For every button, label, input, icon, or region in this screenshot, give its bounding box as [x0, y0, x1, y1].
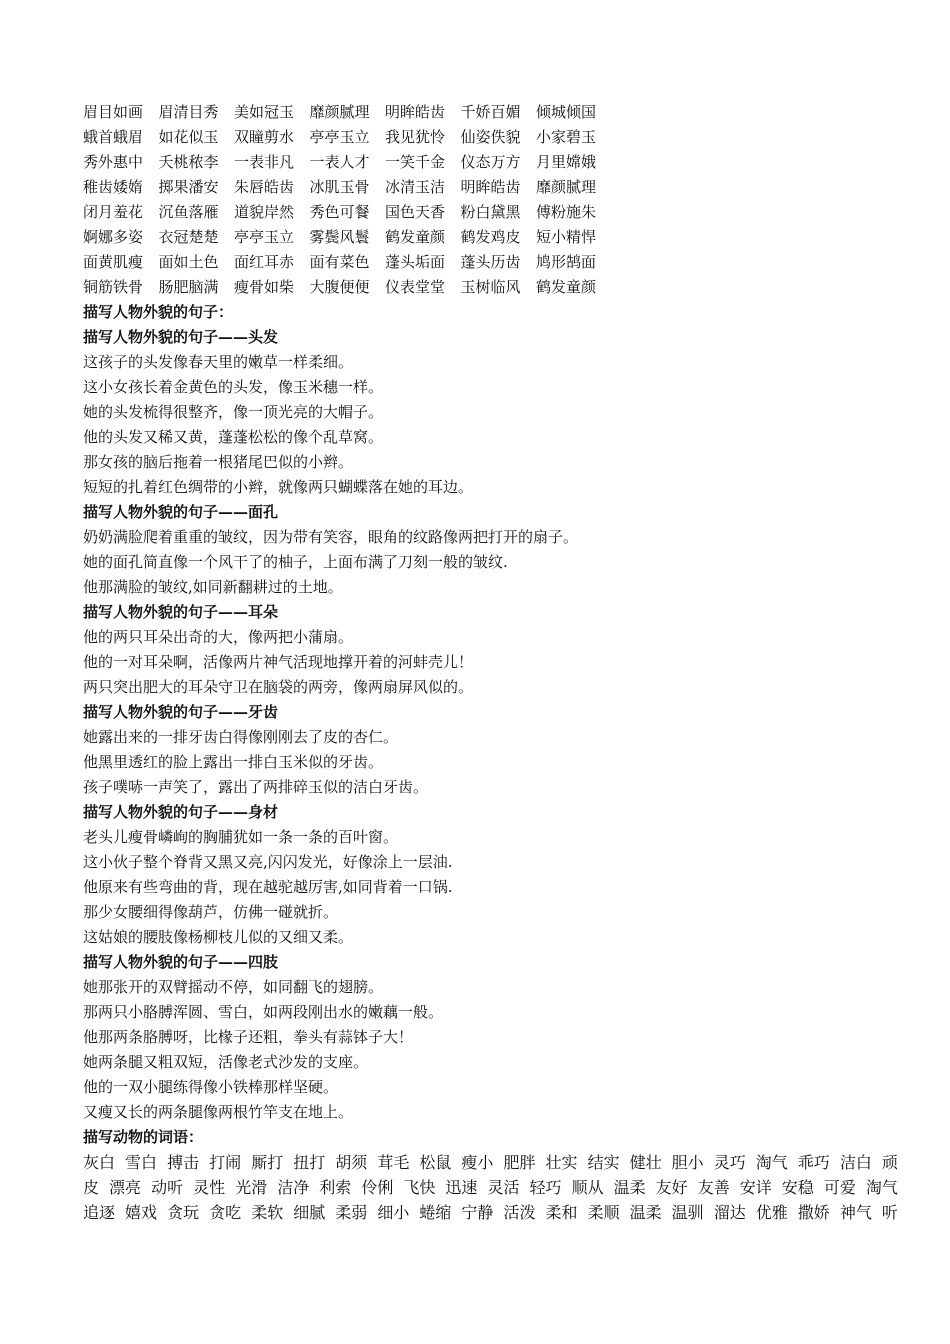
idiom: 鹤发童颜 [536, 278, 597, 296]
animal-word: 柔和 [545, 1203, 578, 1222]
idiom: 掷果潘安 [158, 178, 219, 196]
animal-word: 胡须 [335, 1153, 368, 1172]
animal-word: 听 [881, 1203, 898, 1222]
idiom: 面有菜色 [309, 253, 370, 271]
idiom: 衣冠楚楚 [158, 228, 219, 246]
idiom: 明眸皓齿 [460, 178, 521, 196]
animal-word: 友善 [697, 1178, 730, 1197]
idiom: 如花似玉 [158, 128, 219, 146]
idiom: 傅粉施朱 [536, 203, 597, 221]
idiom: 面黄肌瘦 [83, 253, 144, 271]
idiom: 雾鬓风鬟 [309, 228, 370, 246]
idiom: 仙姿佚貌 [460, 128, 521, 146]
idiom: 亭亭玉立 [309, 128, 370, 146]
animal-word: 蜷缩 [419, 1203, 452, 1222]
animal-word: 动听 [151, 1178, 184, 1197]
animal-word: 结实 [587, 1153, 620, 1172]
idiom: 一表人才 [309, 153, 370, 171]
animal-word: 松鼠 [419, 1153, 452, 1172]
word-line [83, 1200, 898, 1225]
idiom: 一表非凡 [234, 153, 295, 171]
animal-word: 追逐 [83, 1203, 116, 1222]
animal-word: 溜达 [713, 1203, 746, 1222]
idiom: 肠肥脑满 [158, 278, 219, 296]
idiom-list [83, 100, 898, 300]
idiom: 婀娜多姿 [83, 228, 144, 246]
sentence-line: 他那满脸的皱纹,如同新翻耕过的土地。 [83, 578, 343, 596]
idiom: 玉树临风 [460, 278, 521, 296]
animal-word: 皮 [83, 1178, 100, 1197]
section-heading: 描写人物外貌的句子——头发 [83, 328, 279, 346]
sentence-line: 这小女孩长着金黄色的头发，像玉米穗一样。 [83, 378, 384, 396]
animal-word: 淘气 [755, 1153, 788, 1172]
idiom: 靡颜腻理 [309, 103, 370, 121]
sentence-line: 这孩子的头发像春天里的嫩草一样柔细。 [83, 353, 354, 371]
sentence-line: 孩子噗哧一声笑了，露出了两排碎玉似的洁白牙齿。 [83, 778, 429, 796]
animal-word: 温柔 [613, 1178, 646, 1197]
idiom: 闭月羞花 [83, 203, 144, 221]
animal-word: 贪吃 [209, 1203, 242, 1222]
animal-word: 柔软 [251, 1203, 284, 1222]
animal-word: 洁白 [839, 1153, 872, 1172]
idiom-row [83, 250, 898, 275]
sentence-line: 又瘦又长的两条腿像两根竹竿支在地上。 [83, 1103, 354, 1121]
idiom-row [83, 125, 898, 150]
word-line [83, 1175, 898, 1200]
idiom: 冰肌玉骨 [309, 178, 370, 196]
sentence-line: 他的两只耳朵出奇的大，像两把小蒲扇。 [83, 628, 354, 646]
animal-word: 灵性 [193, 1178, 226, 1197]
idiom-row [83, 225, 898, 250]
word-line [83, 1150, 898, 1175]
animal-word: 打闹 [209, 1153, 242, 1172]
section-heading: 描写人物外貌的句子——身材 [83, 803, 279, 821]
idiom: 面红耳赤 [234, 253, 295, 271]
idiom: 夭桃秾李 [158, 153, 219, 171]
sentence-line: 她的面孔简直像一个风干了的柚子，上面布满了刀刻一般的皱纹. [83, 553, 508, 571]
animal-word: 壮实 [545, 1153, 578, 1172]
idiom: 稚齿婑媠 [83, 178, 144, 196]
idiom: 鹤发童颜 [385, 228, 446, 246]
sentence-line: 她两条腿又粗双短，活像老式沙发的支座。 [83, 1053, 369, 1071]
animal-word: 轻巧 [529, 1178, 562, 1197]
animal-word: 茸毛 [377, 1153, 410, 1172]
animal-word: 友好 [655, 1178, 688, 1197]
animal-word: 淘气 [865, 1178, 898, 1197]
sentence-line: 短短的扎着红色绸带的小辫，就像两只蝴蝶落在她的耳边。 [83, 478, 474, 496]
sentence-line: 这姑娘的腰肢像杨柳枝儿似的又细又柔。 [83, 928, 354, 946]
idiom: 眉清目秀 [158, 103, 219, 121]
animal-word: 肥胖 [503, 1153, 536, 1172]
animal-words-heading: 描写动物的词语： [83, 1128, 204, 1146]
sentence-line: 这小伙子整个脊背又黑又亮,闪闪发光，好像涂上一层油. [83, 853, 453, 871]
animal-word: 细小 [377, 1203, 410, 1222]
sentence-line: 他那两条胳膊呀，比椽子还粗，拳头有蒜钵子大！ [83, 1028, 414, 1046]
idiom: 鸠形鹄面 [536, 253, 597, 271]
idiom: 月里嫦娥 [536, 153, 597, 171]
section-heading: 描写人物外貌的句子——面孔 [83, 503, 279, 521]
animal-word: 胆小 [671, 1153, 704, 1172]
idiom: 大腹便便 [309, 278, 370, 296]
sentence-line: 他黑里透红的脸上露出一排白玉米似的牙齿。 [83, 753, 384, 771]
animal-word: 细腻 [293, 1203, 326, 1222]
idiom: 秀色可餐 [309, 203, 370, 221]
idiom-row [83, 175, 898, 200]
sentence-line: 那两只小胳膊浑圆、雪白，如两段刚出水的嫩藕一般。 [83, 1003, 444, 1021]
animal-word: 优雅 [755, 1203, 788, 1222]
section-heading: 描写人物外貌的句子——四肢 [83, 953, 279, 971]
idiom-row [83, 200, 898, 225]
sentence-line: 她的头发梳得很整齐，像一顶光亮的大帽子。 [83, 403, 384, 421]
animal-word: 光滑 [235, 1178, 268, 1197]
idiom: 小家碧玉 [536, 128, 597, 146]
idiom: 我见犹怜 [385, 128, 446, 146]
idiom: 眉目如画 [83, 103, 144, 121]
animal-word: 撒娇 [797, 1203, 830, 1222]
animal-word: 灵活 [487, 1178, 520, 1197]
animal-word: 安详 [739, 1178, 772, 1197]
idiom: 朱唇皓齿 [234, 178, 295, 196]
idiom: 仪表堂堂 [385, 278, 446, 296]
sentence-line: 他的头发又稀又黄，蓬蓬松松的像个乱草窝。 [83, 428, 384, 446]
idiom-row [83, 100, 898, 125]
idiom: 蓬头垢面 [385, 253, 446, 271]
animal-word: 柔弱 [335, 1203, 368, 1222]
idiom: 蓬头历齿 [460, 253, 521, 271]
animal-word: 健壮 [629, 1153, 662, 1172]
animal-word: 神气 [839, 1203, 872, 1222]
sentence-line: 两只突出肥大的耳朵守卫在脑袋的两旁，像两扇屏风似的。 [83, 678, 474, 696]
idiom: 明眸皓齿 [385, 103, 446, 121]
animal-word: 迅速 [445, 1178, 478, 1197]
idiom: 倾城倾国 [536, 103, 597, 121]
animal-word: 扭打 [293, 1153, 326, 1172]
idiom: 美如冠玉 [234, 103, 295, 121]
animal-word: 灵巧 [713, 1153, 746, 1172]
animal-word: 搏击 [167, 1153, 200, 1172]
idiom: 鹤发鸡皮 [460, 228, 521, 246]
animal-word: 可爱 [823, 1178, 856, 1197]
animal-word: 活泼 [503, 1203, 536, 1222]
animal-word: 安稳 [781, 1178, 814, 1197]
idiom: 双瞳剪水 [234, 128, 295, 146]
idiom: 道貌岸然 [234, 203, 295, 221]
animal-word: 宁静 [461, 1203, 494, 1222]
sentence-line: 他原来有些弯曲的背，现在越驼越厉害,如同背着一口锅. [83, 878, 453, 896]
sentences-heading: 描写人物外貌的句子： [83, 303, 234, 321]
idiom: 瘦骨如柴 [234, 278, 295, 296]
idiom: 冰清玉洁 [385, 178, 446, 196]
animal-word: 顽 [881, 1153, 898, 1172]
sentence-line: 那女孩的脑后拖着一根猪尾巴似的小辫。 [83, 453, 354, 471]
idiom: 短小精悍 [536, 228, 597, 246]
idiom: 铜筋铁骨 [83, 278, 144, 296]
sentence-line: 奶奶满脸爬着重重的皱纹，因为带有笑容，眼角的纹路像两把打开的扇子。 [83, 528, 579, 546]
sentence-line: 他的一对耳朵啊，活像两片神气活现地撑开着的河蚌壳儿！ [83, 653, 474, 671]
idiom: 千娇百媚 [460, 103, 521, 121]
sentence-line: 老头儿瘦骨嶙峋的胸脯犹如一条一条的百叶窗。 [83, 828, 399, 846]
idiom: 一笑千金 [385, 153, 446, 171]
sentence-line: 她那张开的双臂摇动不停，如同翻飞的翅膀。 [83, 978, 384, 996]
document-page [83, 100, 898, 1225]
idiom-row [83, 150, 898, 175]
sentence-line: 那少女腰细得像葫芦，仿佛一碰就折。 [83, 903, 339, 921]
idiom: 面如土色 [158, 253, 219, 271]
animal-word: 贪玩 [167, 1203, 200, 1222]
section-heading: 描写人物外貌的句子——耳朵 [83, 603, 279, 621]
idiom: 蛾首蛾眉 [83, 128, 144, 146]
animal-word: 温柔 [629, 1203, 662, 1222]
idiom: 靡颜腻理 [536, 178, 597, 196]
animal-word: 温驯 [671, 1203, 704, 1222]
animal-word: 嬉戏 [125, 1203, 158, 1222]
idiom-row [83, 275, 898, 300]
animal-word: 洁净 [277, 1178, 310, 1197]
animal-word: 柔顺 [587, 1203, 620, 1222]
idiom: 沉鱼落雁 [158, 203, 219, 221]
animal-word: 厮打 [251, 1153, 284, 1172]
animal-word-list [83, 1150, 898, 1225]
idiom: 国色天香 [385, 203, 446, 221]
animal-word: 顺从 [571, 1178, 604, 1197]
sentence-sections [83, 325, 898, 1125]
animal-word: 利索 [319, 1178, 352, 1197]
sentence-line: 他的一双小腿练得像小铁棒那样坚硬。 [83, 1078, 339, 1096]
animal-word: 瘦小 [461, 1153, 494, 1172]
idiom: 粉白黛黑 [460, 203, 521, 221]
idiom: 仪态万方 [460, 153, 521, 171]
animal-word: 漂亮 [109, 1178, 142, 1197]
section-heading: 描写人物外貌的句子——牙齿 [83, 703, 279, 721]
idiom: 亭亭玉立 [234, 228, 295, 246]
animal-word: 乖巧 [797, 1153, 830, 1172]
animal-word: 伶俐 [361, 1178, 394, 1197]
animal-word: 雪白 [125, 1153, 158, 1172]
sentence-line: 她露出来的一排牙齿白得像刚刚去了皮的杏仁。 [83, 728, 399, 746]
animal-word: 飞快 [403, 1178, 436, 1197]
idiom: 秀外惠中 [83, 153, 144, 171]
animal-word: 灰白 [83, 1153, 116, 1172]
